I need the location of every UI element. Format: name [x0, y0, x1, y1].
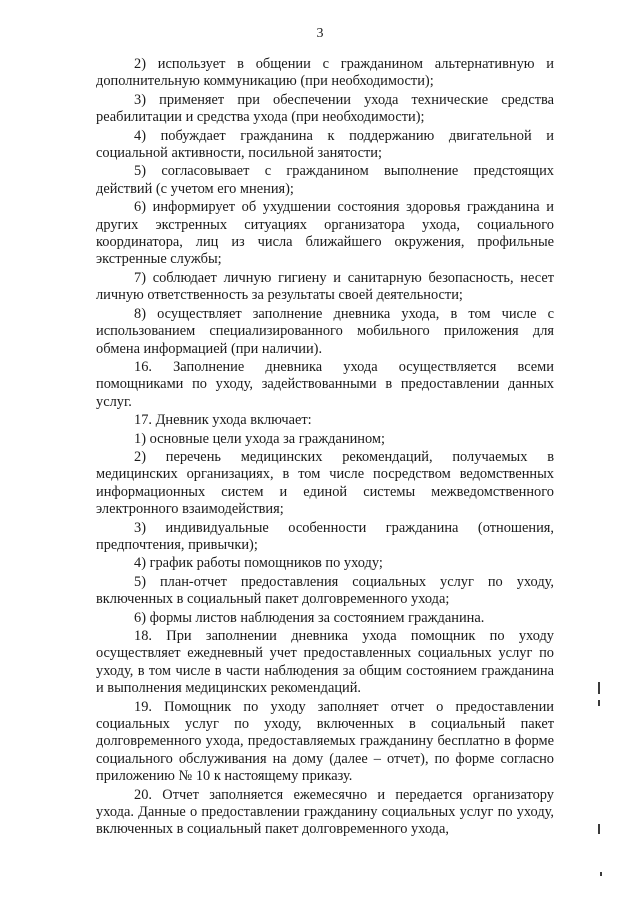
page-number: 3 — [316, 26, 324, 41]
paragraph-section-16: 16. Заполнение дневника ухода осуществляется всеми помощниками по уходу, задействованными в предоставлении данных услуг. — [96, 358, 554, 410]
paragraph-diary-item-4: 4) график работы помощников по уходу; — [134, 555, 383, 572]
margin-scan-mark — [598, 824, 600, 834]
paragraph-section-19: 19. Помощник по уходу заполняет отчет о предоставлении социальных услуг по уходу, включенных в социальный пакет долговременного ухода, предоставляемых гражданину бесплатно в форме социального обслуживания на дому (далее – отчет), по форме согласно приложению № 10 к настоящему приказу. — [96, 698, 554, 785]
paragraph-diary-item-2: 2) перечень медицинских рекомендаций, получаемых в медицинских организациях, в том числе посредством ведомственных информационных систем и единой системы межведомственного электронного взаимодействия; — [96, 448, 554, 518]
paragraph-section-17: 17. Дневник ухода включает: — [134, 412, 312, 429]
paragraph-section-18: 18. При заполнении дневника ухода помощник по уходу осуществляет ежедневный учет предоставленных социальных услуг по уходу, в том числе в части наблюдения за общим состоянием гражданина и выполнения медицинских рекомендаций. — [96, 628, 554, 697]
paragraph-item-7: 7) соблюдает личную гигиену и санитарную безопасность, несет личную ответственность за результаты своей деятельности; — [96, 269, 554, 304]
paragraph-section-20: 20. Отчет заполняется ежемесячно и передается организатору ухода. Данные о предоставлении гражданину социальных услуг по уходу, включенных в социальный пакет долговременного ухода, — [96, 786, 554, 838]
paragraph-diary-item-6: 6) формы листов наблюдения за состоянием гражданина. — [134, 609, 485, 626]
paragraph-item-5: 5) согласовывает с гражданином выполнение предстоящих действий (с учетом его мнения); — [96, 163, 554, 197]
margin-scan-mark — [600, 872, 602, 876]
paragraph-diary-item-3: 3) индивидуальные особенности гражданина (отношения, предпочтения, привычки); — [96, 519, 554, 553]
margin-scan-mark — [598, 682, 600, 694]
paragraph-item-6: 6) информирует об ухудшении состояния здоровья гражданина и других экстренных ситуациях организатора ухода, социального координатора, лиц из числа ближайшего окружения, профильные экстренные службы; — [96, 199, 554, 268]
paragraph-item-8: 8) осуществляет заполнение дневника ухода, в том числе с использованием специализированного мобильного приложения для обмена информацией (при наличии). — [96, 305, 554, 357]
paragraph-item-4: 4) побуждает гражданина к поддержанию двигательной и социальной активности, посильной занятости; — [96, 127, 554, 162]
document-body — [96, 56, 554, 839]
margin-scan-mark — [598, 700, 600, 706]
paragraph-item-3: 3) применяет при обеспечении ухода технические средства реабилитации и средства ухода (при необходимости); — [96, 91, 554, 126]
paragraph-diary-item-1: 1) основные цели ухода за гражданином; — [134, 430, 386, 447]
paragraph-diary-item-5: 5) план-отчет предоставления социальных услуг по уходу, включенных в социальный пакет долговременного ухода; — [96, 573, 554, 608]
paragraph-item-2: 2) использует в общении с гражданином альтернативную и дополнительную коммуникацию (при необходимости); — [96, 56, 554, 90]
